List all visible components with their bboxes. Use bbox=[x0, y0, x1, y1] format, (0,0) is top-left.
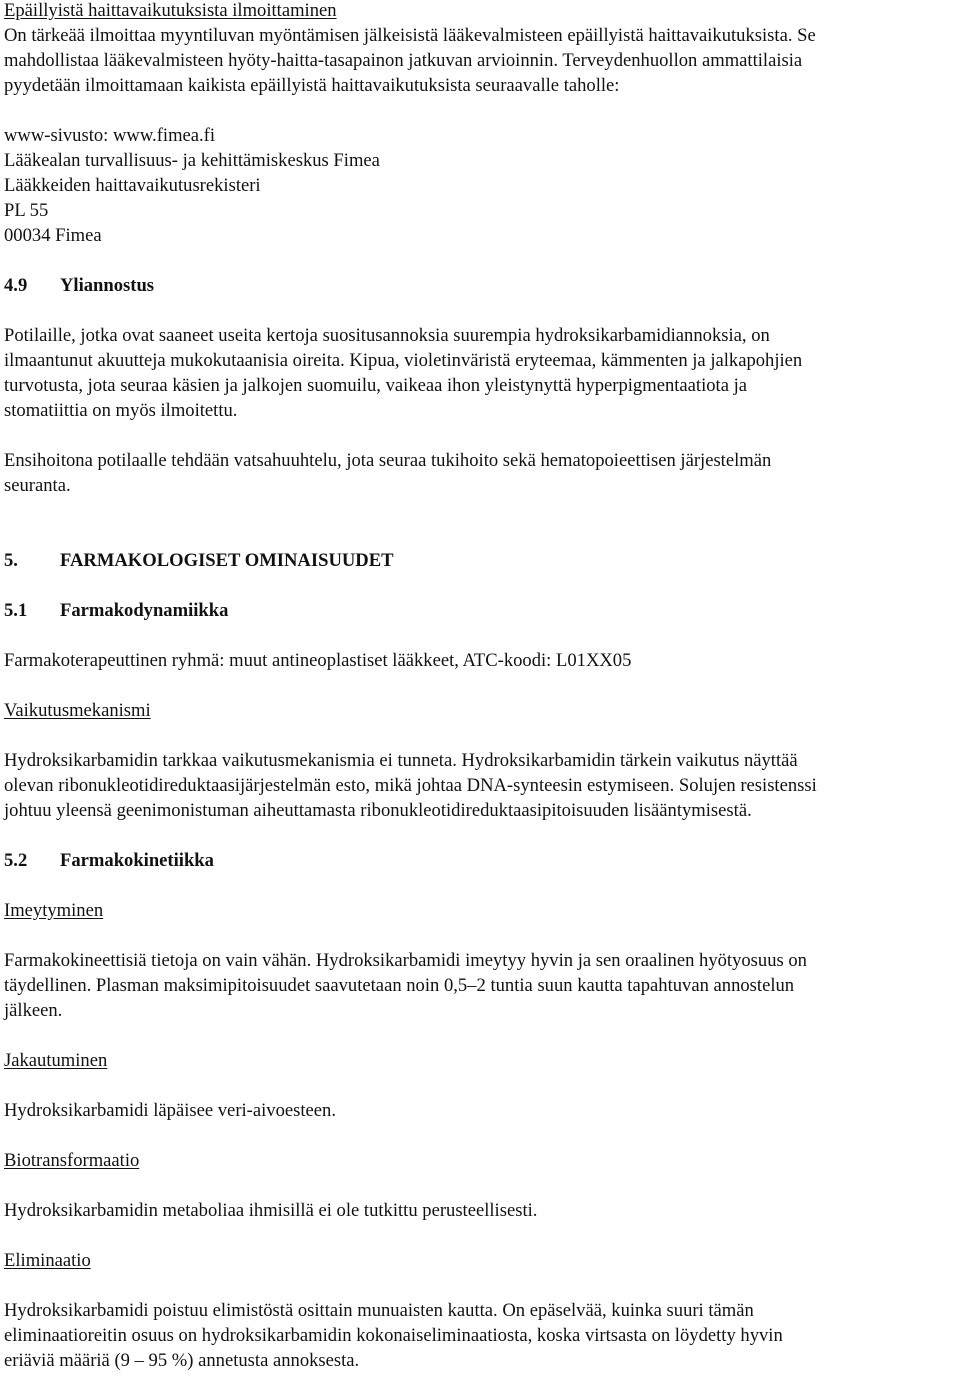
elimination-line-3: eriäviä määriä (9 – 95 %) annetusta annoksesta. bbox=[4, 1350, 360, 1371]
overdose-para1-line-3: turvotusta, jota seuraa käsien ja jalkojen suomuilu, vaikeaa ihon yleistynyttä hyperpigmentaatiota ja bbox=[4, 375, 748, 396]
overdose-para1-line-1: Potilaille, jotka ovat saaneet useita kertoja suositusannoksia suurempia hydroksikarbamidiannoksia, on bbox=[4, 325, 770, 346]
mechanism-line-3: johtuu yleensä geenimonistuman aiheuttamasta ribonukleotidireduktaasipitoisuuden lisääntymisestä. bbox=[4, 800, 752, 821]
absorption-line-1: Farmakokineettisiä tietoja on vain vähän. Hydroksikarbamidi imeytyy hyvin ja sen oraalinen hyötyosuus on bbox=[4, 950, 807, 971]
section-title: Farmakokinetiikka bbox=[60, 850, 214, 871]
distribution-heading: Jakautuminen bbox=[4, 1050, 108, 1071]
pharmacotherapeutic-group: Farmakoterapeuttinen ryhmä: muut antineoplastiset lääkkeet, ATC-koodi: L01XX05 bbox=[4, 650, 632, 671]
section-title: FARMAKOLOGISET OMINAISUUDET bbox=[60, 550, 394, 571]
mechanism-line-2: olevan ribonukleotidireduktaasijärjestelmän esto, mikä johtaa DNA-synteesin estymiseen. Solujen resistenssi bbox=[4, 775, 817, 796]
section-title: Farmakodynamiikka bbox=[60, 600, 229, 621]
contact-po-box: PL 55 bbox=[4, 200, 49, 221]
contact-website: www-sivusto: www.fimea.fi bbox=[4, 125, 216, 146]
adverse-reporting-heading: Epäillyistä haittavaikutuksista ilmoittaminen bbox=[4, 0, 337, 21]
biotransformation-text: Hydroksikarbamidin metaboliaa ihmisillä ei ole tutkittu perusteellisesti. bbox=[4, 1200, 538, 1221]
section-heading-pharmacology bbox=[4, 548, 940, 573]
contact-organisation: Lääkealan turvallisuus- ja kehittämiskeskus Fimea bbox=[4, 150, 380, 171]
elimination-line-1: Hydroksikarbamidi poistuu elimistöstä osittain munuaisten kautta. On epäselvää, kuinka suuri tämän bbox=[4, 1300, 754, 1321]
overdose-para1-line-2: ilmaantunut akuutteja mukokutaanisia oireita. Kipua, violetinväristä eryteemaa, kämmenten ja jalkapohjien bbox=[4, 350, 803, 371]
absorption-heading: Imeytyminen bbox=[4, 900, 104, 921]
section-title: Yliannostus bbox=[60, 275, 155, 296]
overdose-para1-line-4: stomatiittia on myös ilmoitettu. bbox=[4, 400, 238, 421]
biotransformation-heading: Biotransformaatio bbox=[4, 1150, 140, 1171]
section-heading-pharmacokinetics bbox=[4, 848, 940, 873]
mechanism-line-1: Hydroksikarbamidin tarkkaa vaikutusmekanismia ei tunneta. Hydroksikarbamidin tärkein vaikutus näyttää bbox=[4, 750, 798, 771]
section-number: 4.9 bbox=[4, 275, 28, 296]
adverse-line-1: On tärkeää ilmoittaa myyntiluvan myöntämisen jälkeisistä lääkevalmisteen epäillyistä haittavaikutuksista. Se bbox=[4, 25, 816, 46]
document-page bbox=[4, 0, 940, 1373]
elimination-line-2: eliminaatioreitin osuus on hydroksikarbamidin kokonaiseliminaatiosta, koska virtsasta on löydetty hyvin bbox=[4, 1325, 783, 1346]
mechanism-heading: Vaikutusmekanismi bbox=[4, 700, 151, 721]
adverse-line-2: mahdollistaa lääkevalmisteen hyöty-haitta-tasapainon jatkuvan arvioinnin. Terveydenhuollon ammattilaisia bbox=[4, 50, 803, 71]
distribution-text: Hydroksikarbamidi läpäisee veri-aivoesteen. bbox=[4, 1100, 336, 1121]
adverse-line-3: pyydetään ilmoittamaan kaikista epäillyistä haittavaikutuksista seuraavalle taholle: bbox=[4, 75, 620, 96]
section-number: 5. bbox=[4, 550, 18, 571]
section-number: 5.1 bbox=[4, 600, 28, 621]
elimination-heading: Eliminaatio bbox=[4, 1250, 91, 1271]
section-heading-overdose bbox=[4, 273, 940, 298]
overdose-para2-line-2: seuranta. bbox=[4, 475, 71, 496]
contact-postal-code: 00034 Fimea bbox=[4, 225, 102, 246]
section-heading-pharmacodynamics bbox=[4, 598, 940, 623]
section-number: 5.2 bbox=[4, 850, 28, 871]
absorption-line-2: täydellinen. Plasman maksimipitoisuudet saavutetaan noin 0,5–2 tuntia suun kautta tapahtuvan annostelun bbox=[4, 975, 795, 996]
absorption-line-3: jälkeen. bbox=[4, 1000, 63, 1021]
contact-register: Lääkkeiden haittavaikutusrekisteri bbox=[4, 175, 261, 196]
overdose-para2-line-1: Ensihoitona potilaalle tehdään vatsahuuhtelu, jota seuraa tukihoito sekä hematopoieettisen järjestelmän bbox=[4, 450, 772, 471]
